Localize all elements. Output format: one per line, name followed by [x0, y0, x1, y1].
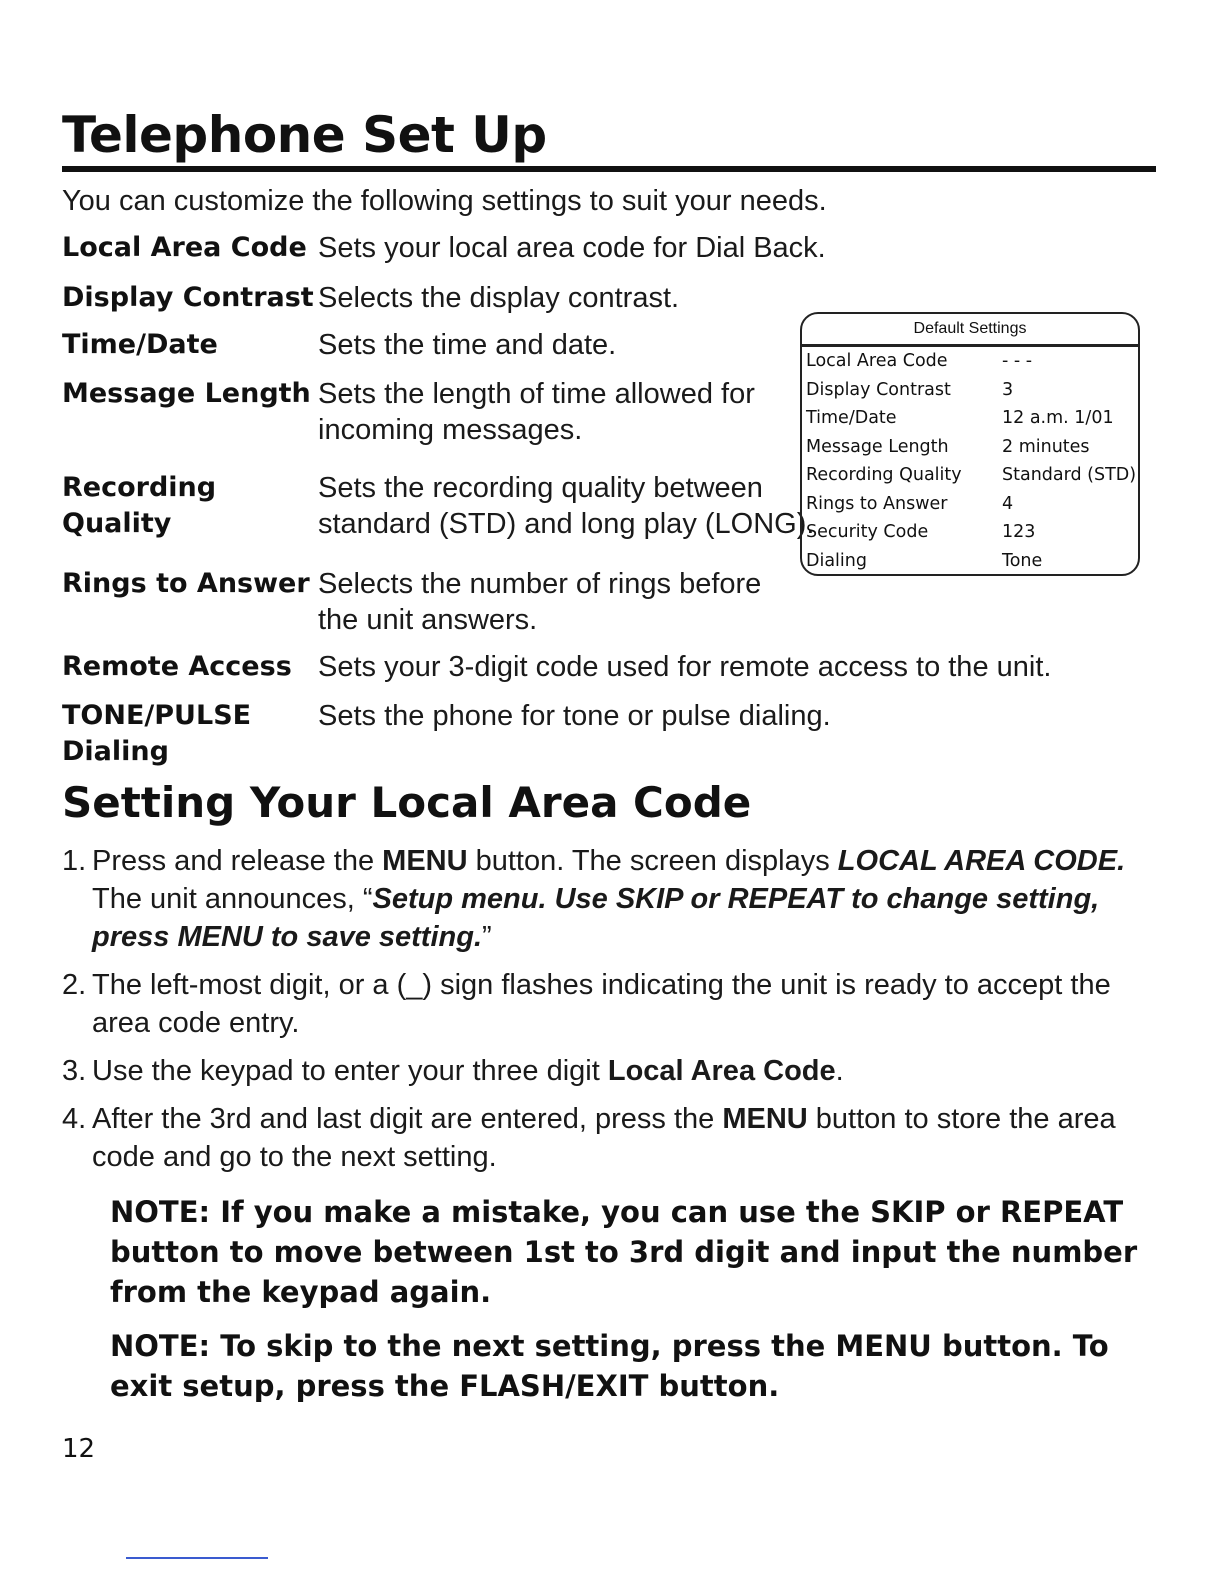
step-text: ” — [482, 921, 492, 953]
desc-display-contrast: Selects the display contrast. — [318, 282, 680, 314]
steps-list — [62, 842, 1162, 1186]
page-title: Telephone Set Up — [62, 106, 547, 164]
step-text: Use the keypad to enter your three digit — [92, 1055, 608, 1087]
term-message-length: Message Length — [62, 378, 311, 409]
step-number: 3. — [62, 1055, 87, 1087]
default-row — [802, 376, 1138, 405]
step-italic: Setup menu. Use SKIP or REPEAT to change setting, press MENU to save setting. — [92, 883, 1100, 953]
desc-recording-quality-line2: standard (STD) and long play (LONG). — [318, 508, 815, 540]
default-value: - - - — [1002, 351, 1033, 371]
default-label: Security Code — [806, 522, 929, 542]
step-bold: MENU — [722, 1103, 808, 1135]
step-bold: MENU — [382, 845, 468, 877]
step-text: button to store the area code and go to the next setting. — [92, 1103, 1116, 1173]
step-text: button. The screen displays — [467, 845, 838, 877]
default-value: 2 minutes — [1002, 436, 1090, 457]
step-text: . — [835, 1055, 844, 1087]
default-value: 12 a.m. 1/01 — [1002, 408, 1114, 428]
step-3 — [62, 1052, 1162, 1090]
default-row — [802, 404, 1138, 433]
term-tone-pulse-line2: Dialing — [62, 736, 169, 767]
desc-recording-quality-line1: Sets the recording quality between — [318, 472, 763, 504]
desc-local-area-code: Sets your local area code for Dial Back. — [318, 232, 826, 264]
default-value: Standard (STD) — [1002, 465, 1137, 485]
step-number: 4. — [62, 1103, 87, 1135]
default-label: Dialing — [806, 550, 867, 571]
note-mistake: NOTE: If you make a mistake, you can use the SKIP or REPEAT button to move between 1st to 3rd digit and input the number from the keypad again. — [110, 1195, 1138, 1309]
desc-message-length-line2: incoming messages. — [318, 414, 583, 446]
title-rule — [62, 166, 1156, 172]
default-row — [802, 518, 1138, 547]
footer-rule — [126, 1557, 268, 1559]
default-row — [802, 461, 1138, 490]
term-display-contrast: Display Contrast — [62, 282, 314, 313]
term-recording-quality-line2: Quality — [62, 508, 172, 539]
default-label: Recording Quality — [806, 465, 962, 485]
section-heading: Setting Your Local Area Code — [62, 778, 752, 827]
default-row — [802, 547, 1138, 576]
desc-recording-quality — [318, 470, 814, 542]
step-4 — [62, 1100, 1162, 1176]
default-settings-header: Default Settings — [802, 314, 1138, 347]
default-value: 3 — [1002, 379, 1014, 400]
term-remote-access: Remote Access — [62, 651, 292, 682]
desc-rings-to-answer — [318, 566, 761, 638]
desc-tone-pulse-dialing: Sets the phone for tone or pulse dialing. — [318, 700, 831, 732]
step-number: 2. — [62, 969, 87, 1001]
term-local-area-code: Local Area Code — [62, 232, 307, 263]
default-value: 4 — [1002, 493, 1014, 514]
default-label: Rings to Answer — [806, 493, 948, 514]
default-row — [802, 347, 1138, 376]
desc-message-length — [318, 376, 755, 448]
step-number: 1. — [62, 845, 87, 877]
step-text: After the 3rd and last digit are entered, press the — [92, 1103, 723, 1135]
default-label: Time/Date — [806, 408, 897, 428]
term-time-date: Time/Date — [62, 329, 218, 360]
default-label: Display Contrast — [806, 379, 951, 400]
default-value: Tone — [1002, 550, 1043, 571]
intro-text: You can customize the following settings to suit your needs. — [62, 185, 827, 217]
term-recording-quality-line1: Recording — [62, 472, 217, 503]
step-italic: LOCAL AREA CODE. — [837, 845, 1126, 877]
desc-rings-to-answer-line1: Selects the number of rings before — [318, 568, 762, 600]
step-text: Press and release the — [92, 845, 383, 877]
desc-message-length-line1: Sets the length of time allowed for — [318, 378, 755, 410]
page-number: 12 — [62, 1434, 96, 1464]
term-recording-quality — [62, 470, 216, 542]
step-1 — [62, 842, 1162, 956]
default-row — [802, 433, 1138, 462]
term-tone-pulse-dialing — [62, 698, 251, 770]
note-skip-exit: NOTE: To skip to the next setting, press the MENU button. To exit setup, press the FLASH/EXIT button. — [110, 1329, 1109, 1403]
desc-time-date: Sets the time and date. — [318, 329, 617, 361]
step-text: The left-most digit, or a (_) sign flashes indicating the unit is ready to accept the area code entry. — [92, 969, 1111, 1039]
default-label: Message Length — [806, 436, 949, 457]
term-rings-to-answer: Rings to Answer — [62, 568, 310, 599]
step-2 — [62, 966, 1162, 1042]
default-label: Local Area Code — [806, 351, 948, 371]
step-text: The unit announces, “ — [92, 883, 373, 915]
default-settings-box — [800, 312, 1140, 576]
term-tone-pulse-line1: TONE/PULSE — [62, 700, 252, 731]
step-bold: Local Area Code — [607, 1055, 836, 1087]
default-value: 123 — [1002, 522, 1036, 542]
default-row — [802, 490, 1138, 519]
desc-remote-access: Sets your 3-digit code used for remote access to the unit. — [318, 651, 1052, 683]
desc-rings-to-answer-line2: the unit answers. — [318, 604, 538, 636]
